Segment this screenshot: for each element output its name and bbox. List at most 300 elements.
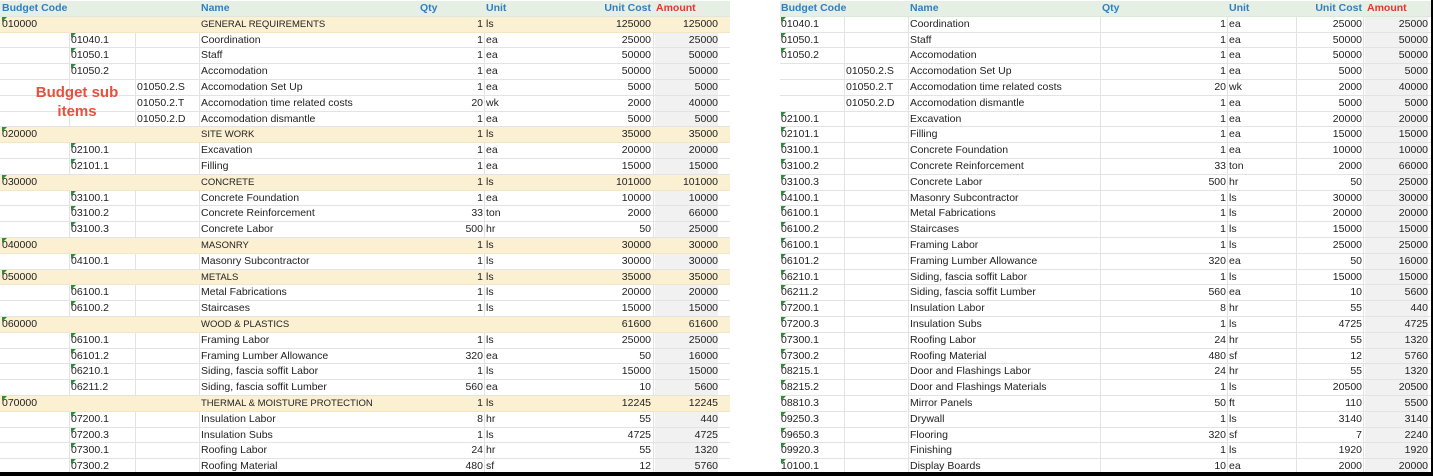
amount-cell[interactable] (1365, 80, 1428, 95)
unit-cost-cell[interactable] (1298, 317, 1362, 332)
qty-cell[interactable] (1102, 64, 1226, 79)
sub-code-cell[interactable] (137, 301, 197, 316)
amount-cell[interactable] (655, 333, 718, 348)
header-budget-code[interactable]: Budget Code (781, 2, 847, 14)
amount-cell[interactable] (655, 380, 718, 395)
section-code-cell[interactable] (2, 33, 67, 48)
section-code-cell[interactable] (2, 428, 67, 443)
unit-cost-cell[interactable] (550, 428, 651, 443)
sub-code-cell[interactable] (137, 270, 197, 285)
name-cell[interactable] (201, 33, 416, 48)
budget-code-cell[interactable] (781, 459, 843, 474)
header-unit[interactable]: Unit (486, 2, 507, 14)
qty-cell[interactable] (1102, 428, 1226, 443)
section-code-cell[interactable] (2, 238, 67, 253)
unit-cell[interactable] (1229, 175, 1294, 190)
sub-code-cell[interactable] (137, 428, 197, 443)
section-code-cell[interactable] (2, 364, 67, 379)
sub-code-cell[interactable] (846, 175, 906, 190)
name-cell[interactable] (201, 80, 416, 95)
budget-code-cell[interactable] (71, 459, 133, 474)
unit-cell[interactable] (1229, 206, 1294, 221)
name-cell[interactable] (910, 33, 1100, 48)
amount-cell[interactable] (655, 48, 718, 63)
amount-cell[interactable] (655, 285, 718, 300)
unit-cost-cell[interactable] (1298, 80, 1362, 95)
budget-code-cell[interactable] (781, 17, 843, 32)
amount-cell[interactable] (655, 270, 718, 285)
budget-code-cell[interactable] (71, 254, 133, 269)
unit-cell[interactable] (1229, 443, 1294, 458)
name-cell[interactable] (201, 428, 416, 443)
budget-code-cell[interactable] (71, 191, 133, 206)
budget-code-cell[interactable] (781, 64, 843, 79)
name-cell[interactable] (201, 64, 416, 79)
qty-cell[interactable] (1102, 333, 1226, 348)
amount-cell[interactable] (655, 127, 718, 142)
unit-cell[interactable] (486, 127, 546, 142)
name-cell[interactable] (201, 364, 416, 379)
sub-code-cell[interactable] (137, 80, 197, 95)
budget-code-cell[interactable] (71, 159, 133, 174)
unit-cell[interactable] (486, 33, 546, 48)
budget-code-cell[interactable] (781, 143, 843, 158)
header-amount[interactable]: Amount (1367, 2, 1407, 14)
amount-cell[interactable] (655, 222, 718, 237)
name-cell[interactable] (201, 380, 416, 395)
name-cell[interactable] (201, 285, 416, 300)
unit-cost-cell[interactable] (550, 80, 651, 95)
sub-code-cell[interactable] (137, 175, 197, 190)
sub-code-cell[interactable] (846, 301, 906, 316)
budget-code-cell[interactable] (781, 396, 843, 411)
unit-cost-cell[interactable] (1298, 222, 1362, 237)
unit-cell[interactable] (486, 364, 546, 379)
unit-cell[interactable] (486, 380, 546, 395)
unit-cost-cell[interactable] (1298, 428, 1362, 443)
name-cell[interactable] (910, 333, 1100, 348)
unit-cost-cell[interactable] (1298, 238, 1362, 253)
budget-code-cell[interactable] (71, 222, 133, 237)
qty-cell[interactable] (420, 222, 483, 237)
amount-cell[interactable] (1365, 412, 1428, 427)
name-cell[interactable] (910, 222, 1100, 237)
unit-cell[interactable] (486, 270, 546, 285)
unit-cell[interactable] (1229, 459, 1294, 474)
header-unit-cost[interactable]: Unit Cost (604, 2, 651, 14)
section-code-cell[interactable] (2, 222, 67, 237)
sub-code-cell[interactable] (137, 459, 197, 474)
amount-cell[interactable] (1365, 443, 1428, 458)
header-unit[interactable]: Unit (1229, 2, 1250, 14)
unit-cell[interactable] (486, 412, 546, 427)
qty-cell[interactable] (420, 238, 483, 253)
name-cell[interactable] (910, 159, 1100, 174)
name-cell[interactable] (201, 206, 416, 221)
unit-cell[interactable] (1229, 64, 1294, 79)
qty-cell[interactable] (420, 143, 483, 158)
unit-cell[interactable] (486, 175, 546, 190)
sub-code-cell[interactable] (137, 127, 197, 142)
amount-cell[interactable] (1365, 33, 1428, 48)
unit-cost-cell[interactable] (550, 96, 651, 111)
unit-cell[interactable] (486, 80, 546, 95)
amount-cell[interactable] (1365, 317, 1428, 332)
sub-code-cell[interactable] (846, 396, 906, 411)
sub-code-cell[interactable] (846, 143, 906, 158)
sub-code-cell[interactable] (846, 33, 906, 48)
unit-cost-cell[interactable] (550, 17, 651, 32)
name-cell[interactable] (201, 412, 416, 427)
unit-cost-cell[interactable] (1298, 301, 1362, 316)
unit-cost-cell[interactable] (550, 112, 651, 127)
unit-cost-cell[interactable] (1298, 191, 1362, 206)
budget-code-cell[interactable] (781, 48, 843, 63)
amount-cell[interactable] (655, 412, 718, 427)
sub-code-cell[interactable] (846, 270, 906, 285)
sub-code-cell[interactable] (846, 206, 906, 221)
name-cell[interactable] (201, 48, 416, 63)
qty-cell[interactable] (420, 80, 483, 95)
section-code-cell[interactable] (2, 443, 67, 458)
sub-code-cell[interactable] (846, 428, 906, 443)
name-cell[interactable] (910, 175, 1100, 190)
budget-code-cell[interactable] (71, 443, 133, 458)
budget-code-cell[interactable] (71, 349, 133, 364)
header-name[interactable]: Name (910, 2, 939, 14)
unit-cell[interactable] (1229, 270, 1294, 285)
qty-cell[interactable] (420, 206, 483, 221)
unit-cell[interactable] (1229, 80, 1294, 95)
name-cell[interactable] (201, 301, 416, 316)
name-cell[interactable] (201, 222, 416, 237)
sub-code-cell[interactable] (137, 48, 197, 63)
sub-code-cell[interactable] (137, 96, 197, 111)
amount-cell[interactable] (655, 459, 718, 474)
section-code-cell[interactable] (2, 317, 67, 332)
amount-cell[interactable] (1365, 428, 1428, 443)
name-cell[interactable] (201, 270, 416, 285)
qty-cell[interactable] (1102, 254, 1226, 269)
name-cell[interactable] (910, 270, 1100, 285)
qty-cell[interactable] (1102, 285, 1226, 300)
section-code-cell[interactable] (2, 349, 67, 364)
unit-cell[interactable] (1229, 349, 1294, 364)
name-cell[interactable] (910, 206, 1100, 221)
qty-cell[interactable] (1102, 191, 1226, 206)
amount-cell[interactable] (655, 143, 718, 158)
budget-code-cell[interactable] (71, 412, 133, 427)
sub-code-cell[interactable] (137, 333, 197, 348)
qty-cell[interactable] (420, 64, 483, 79)
unit-cost-cell[interactable] (1298, 396, 1362, 411)
section-code-cell[interactable] (2, 301, 67, 316)
amount-cell[interactable] (1365, 17, 1428, 32)
sub-code-cell[interactable] (137, 206, 197, 221)
unit-cost-cell[interactable] (550, 333, 651, 348)
budget-code-cell[interactable] (781, 412, 843, 427)
unit-cell[interactable] (486, 64, 546, 79)
unit-cost-cell[interactable] (550, 396, 651, 411)
qty-cell[interactable] (1102, 317, 1226, 332)
budget-code-cell[interactable] (71, 206, 133, 221)
sub-code-cell[interactable] (137, 254, 197, 269)
amount-cell[interactable] (1365, 364, 1428, 379)
unit-cost-cell[interactable] (1298, 112, 1362, 127)
qty-cell[interactable] (420, 96, 483, 111)
sub-code-cell[interactable] (846, 412, 906, 427)
budget-code-cell[interactable] (71, 317, 133, 332)
qty-cell[interactable] (1102, 127, 1226, 142)
section-code-cell[interactable] (2, 159, 67, 174)
name-cell[interactable] (201, 143, 416, 158)
amount-cell[interactable] (1365, 112, 1428, 127)
budget-code-cell[interactable] (71, 396, 133, 411)
unit-cost-cell[interactable] (550, 317, 651, 332)
unit-cell[interactable] (486, 112, 546, 127)
amount-cell[interactable] (655, 317, 718, 332)
name-cell[interactable] (201, 349, 416, 364)
name-cell[interactable] (201, 333, 416, 348)
qty-cell[interactable] (1102, 349, 1226, 364)
qty-cell[interactable] (1102, 238, 1226, 253)
unit-cost-cell[interactable] (550, 459, 651, 474)
unit-cost-cell[interactable] (1298, 143, 1362, 158)
amount-cell[interactable] (655, 17, 718, 32)
qty-cell[interactable] (420, 33, 483, 48)
name-cell[interactable] (910, 80, 1100, 95)
qty-cell[interactable] (1102, 222, 1226, 237)
qty-cell[interactable] (420, 254, 483, 269)
unit-cell[interactable] (1229, 112, 1294, 127)
budget-code-cell[interactable] (71, 33, 133, 48)
name-cell[interactable] (910, 112, 1100, 127)
sub-code-cell[interactable] (137, 380, 197, 395)
unit-cell[interactable] (1229, 17, 1294, 32)
name-cell[interactable] (910, 317, 1100, 332)
qty-cell[interactable] (1102, 159, 1226, 174)
unit-cost-cell[interactable] (550, 238, 651, 253)
section-code-cell[interactable] (2, 270, 67, 285)
name-cell[interactable] (201, 238, 416, 253)
amount-cell[interactable] (655, 443, 718, 458)
header-qty[interactable]: Qty (420, 2, 438, 14)
name-cell[interactable] (201, 159, 416, 174)
amount-cell[interactable] (1365, 175, 1428, 190)
name-cell[interactable] (910, 143, 1100, 158)
qty-cell[interactable] (420, 459, 483, 474)
qty-cell[interactable] (1102, 96, 1226, 111)
amount-cell[interactable] (655, 80, 718, 95)
budget-code-cell[interactable] (71, 270, 133, 285)
unit-cost-cell[interactable] (1298, 127, 1362, 142)
name-cell[interactable] (201, 317, 416, 332)
budget-code-cell[interactable] (781, 428, 843, 443)
unit-cell[interactable] (1229, 254, 1294, 269)
name-cell[interactable] (910, 127, 1100, 142)
name-cell[interactable] (910, 396, 1100, 411)
amount-cell[interactable] (1365, 254, 1428, 269)
budget-code-cell[interactable] (781, 349, 843, 364)
qty-cell[interactable] (1102, 17, 1226, 32)
sub-code-cell[interactable] (846, 80, 906, 95)
unit-cost-cell[interactable] (1298, 412, 1362, 427)
budget-code-cell[interactable] (71, 238, 133, 253)
qty-cell[interactable] (1102, 301, 1226, 316)
name-cell[interactable] (910, 285, 1100, 300)
qty-cell[interactable] (1102, 380, 1226, 395)
qty-cell[interactable] (420, 191, 483, 206)
unit-cost-cell[interactable] (550, 127, 651, 142)
budget-code-cell[interactable] (781, 270, 843, 285)
qty-cell[interactable] (1102, 206, 1226, 221)
unit-cell[interactable] (486, 159, 546, 174)
qty-cell[interactable] (1102, 175, 1226, 190)
sub-code-cell[interactable] (137, 285, 197, 300)
header-budget-code[interactable]: Budget Code (2, 2, 68, 14)
qty-cell[interactable] (420, 412, 483, 427)
section-code-cell[interactable] (2, 459, 67, 474)
budget-code-cell[interactable] (781, 222, 843, 237)
amount-cell[interactable] (1365, 349, 1428, 364)
budget-code-cell[interactable] (781, 206, 843, 221)
unit-cell[interactable] (1229, 364, 1294, 379)
budget-code-cell[interactable] (71, 333, 133, 348)
unit-cell[interactable] (1229, 143, 1294, 158)
name-cell[interactable] (910, 17, 1100, 32)
unit-cell[interactable] (1229, 317, 1294, 332)
qty-cell[interactable] (1102, 80, 1226, 95)
budget-code-cell[interactable] (71, 428, 133, 443)
name-cell[interactable] (910, 191, 1100, 206)
sub-code-cell[interactable] (846, 159, 906, 174)
sub-code-cell[interactable] (846, 443, 906, 458)
unit-cost-cell[interactable] (1298, 64, 1362, 79)
sub-code-cell[interactable] (137, 33, 197, 48)
section-code-cell[interactable] (2, 380, 67, 395)
qty-cell[interactable] (1102, 33, 1226, 48)
budget-code-cell[interactable] (781, 191, 843, 206)
unit-cost-cell[interactable] (1298, 48, 1362, 63)
unit-cell[interactable] (1229, 333, 1294, 348)
unit-cell[interactable] (1229, 412, 1294, 427)
amount-cell[interactable] (655, 112, 718, 127)
sub-code-cell[interactable] (846, 238, 906, 253)
unit-cell[interactable] (486, 96, 546, 111)
sub-code-cell[interactable] (137, 396, 197, 411)
unit-cell[interactable] (1229, 396, 1294, 411)
qty-cell[interactable] (420, 112, 483, 127)
sub-code-cell[interactable] (137, 412, 197, 427)
unit-cost-cell[interactable] (550, 364, 651, 379)
unit-cell[interactable] (486, 349, 546, 364)
sub-code-cell[interactable] (846, 64, 906, 79)
unit-cost-cell[interactable] (550, 206, 651, 221)
sub-code-cell[interactable] (846, 112, 906, 127)
budget-code-cell[interactable] (781, 285, 843, 300)
qty-cell[interactable] (420, 285, 483, 300)
qty-cell[interactable] (420, 333, 483, 348)
unit-cell[interactable] (486, 285, 546, 300)
unit-cost-cell[interactable] (550, 443, 651, 458)
amount-cell[interactable] (1365, 143, 1428, 158)
qty-cell[interactable] (1102, 459, 1226, 474)
amount-cell[interactable] (1365, 48, 1428, 63)
section-code-cell[interactable] (2, 333, 67, 348)
unit-cell[interactable] (486, 443, 546, 458)
amount-cell[interactable] (1365, 459, 1428, 474)
section-code-cell[interactable] (2, 396, 67, 411)
sub-code-cell[interactable] (137, 64, 197, 79)
sub-code-cell[interactable] (846, 317, 906, 332)
sub-code-cell[interactable] (137, 159, 197, 174)
name-cell[interactable] (201, 127, 416, 142)
budget-code-cell[interactable] (71, 127, 133, 142)
qty-cell[interactable] (420, 270, 483, 285)
amount-cell[interactable] (1365, 380, 1428, 395)
unit-cell[interactable] (1229, 301, 1294, 316)
name-cell[interactable] (910, 443, 1100, 458)
sub-code-cell[interactable] (137, 443, 197, 458)
qty-cell[interactable] (420, 127, 483, 142)
unit-cost-cell[interactable] (1298, 33, 1362, 48)
sub-code-cell[interactable] (846, 17, 906, 32)
amount-cell[interactable] (1365, 96, 1428, 111)
amount-cell[interactable] (655, 238, 718, 253)
sub-code-cell[interactable] (137, 143, 197, 158)
name-cell[interactable] (910, 428, 1100, 443)
name-cell[interactable] (201, 17, 416, 32)
name-cell[interactable] (910, 412, 1100, 427)
unit-cost-cell[interactable] (550, 301, 651, 316)
budget-code-cell[interactable] (781, 301, 843, 316)
budget-code-cell[interactable] (71, 364, 133, 379)
sub-code-cell[interactable] (846, 333, 906, 348)
sub-code-cell[interactable] (846, 364, 906, 379)
sub-code-cell[interactable] (846, 48, 906, 63)
budget-code-cell[interactable] (781, 159, 843, 174)
unit-cost-cell[interactable] (1298, 443, 1362, 458)
header-name[interactable]: Name (201, 2, 230, 14)
unit-cell[interactable] (486, 459, 546, 474)
qty-cell[interactable] (420, 428, 483, 443)
unit-cell[interactable] (486, 301, 546, 316)
unit-cell[interactable] (1229, 191, 1294, 206)
section-code-cell[interactable] (2, 64, 67, 79)
unit-cell[interactable] (1229, 33, 1294, 48)
section-code-cell[interactable] (2, 48, 67, 63)
unit-cell[interactable] (1229, 96, 1294, 111)
unit-cost-cell[interactable] (550, 175, 651, 190)
qty-cell[interactable] (420, 175, 483, 190)
unit-cell[interactable] (1229, 238, 1294, 253)
amount-cell[interactable] (655, 206, 718, 221)
amount-cell[interactable] (655, 254, 718, 269)
amount-cell[interactable] (1365, 238, 1428, 253)
budget-code-cell[interactable] (71, 301, 133, 316)
name-cell[interactable] (910, 364, 1100, 379)
name-cell[interactable] (910, 254, 1100, 269)
budget-code-cell[interactable] (71, 64, 133, 79)
budget-code-cell[interactable] (781, 254, 843, 269)
budget-code-cell[interactable] (71, 380, 133, 395)
budget-code-cell[interactable] (71, 48, 133, 63)
qty-cell[interactable] (420, 380, 483, 395)
amount-cell[interactable] (655, 33, 718, 48)
qty-cell[interactable] (420, 396, 483, 411)
unit-cost-cell[interactable] (550, 254, 651, 269)
sub-code-cell[interactable] (846, 127, 906, 142)
